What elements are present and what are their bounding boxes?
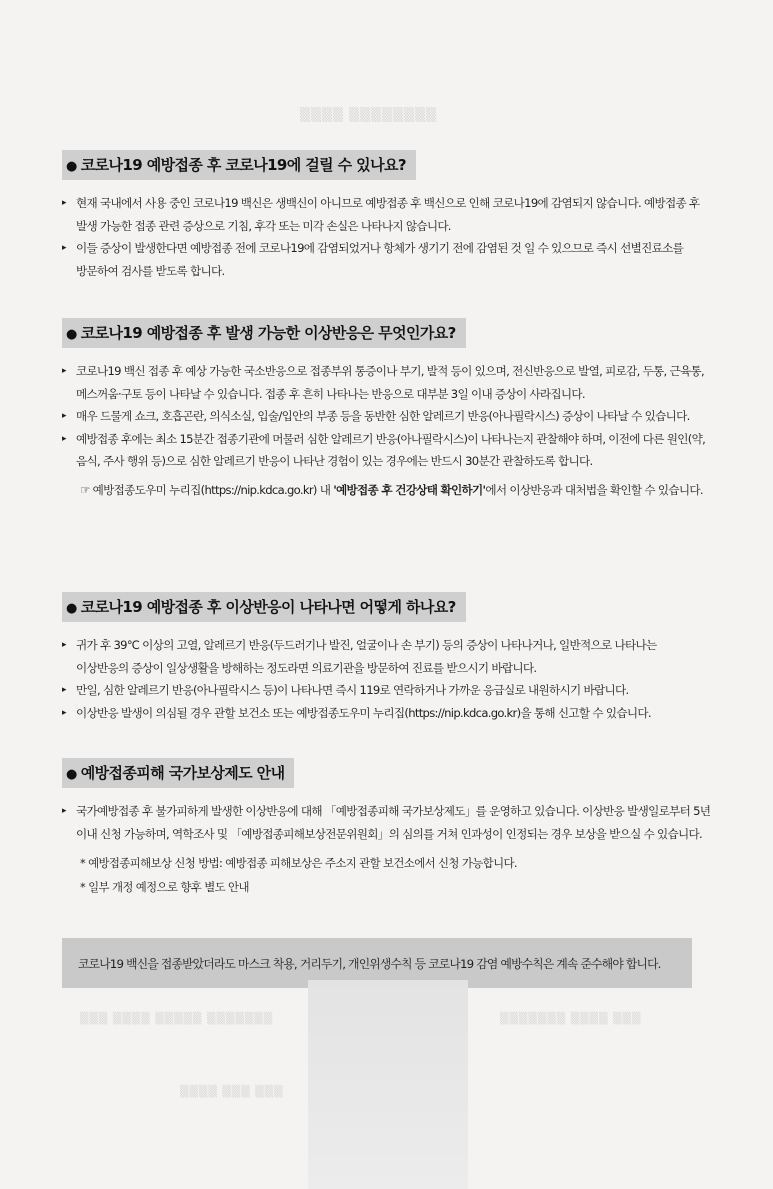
list-item: ▸ 만일, 심한 알레르기 반응(아나필락시스 등)이 나타나면 즉시 119로 연락하거나 가까운 응급실로 내원하시기 바랍니다.: [62, 679, 712, 702]
footnote: * 예방접종피해보상 신청 방법: 예방접종 피해보상은 주소지 관할 보건소에서 신청 가능합니다.: [80, 856, 517, 870]
section-heading: ● 예방접종피해 국가보상제도 안내: [62, 758, 294, 788]
bullet-list: [62, 192, 712, 282]
list-item: ▸ 예방접종 후에는 최소 15분간 접종기관에 머물러 심한 알레르기 반응(아나필락시스)이 나타나는지 관찰해야 하며, 이전에 다른 원인(약, 음식, 주사 행위 등)으로 심한 알레르기 반응이 나타난 경험이 있는 경우에는 반드시 30분간 관찰하도록 합니다.: [62, 428, 712, 473]
bleed-through-text: ▒▒▒ ▒▒▒▒ ▒▒▒▒▒ ▒▒▒▒▒▒▒: [80, 1012, 274, 1025]
bullet-list: [62, 800, 712, 845]
section-can-i-get-covid: [62, 150, 712, 282]
arrow-bullet-icon: ▸: [62, 366, 66, 376]
bullet-list: [62, 360, 712, 473]
bullet-dot-icon: ●: [66, 159, 77, 174]
arrow-bullet-icon: ▸: [62, 433, 66, 444]
section-heading: ● 코로나19 예방접종 후 코로나19에 걸릴 수 있나요?: [62, 150, 416, 180]
arrow-bullet-icon: ▸: [62, 198, 66, 208]
arrow-bullet-icon: ▸: [62, 243, 66, 253]
list-item: ▸ 코로나19 백신 접종 후 예상 가능한 국소반응으로 접종부위 통증이나 부기, 발적 등이 있으며, 전신반응으로 발열, 피로감, 두통, 근육통, 메스꺼움·구토 등이 나타날 수 있습니다. 접종 후 흔히 나타나는 반응으로 대부분 3일 이내 증상이 사라집니다.: [62, 360, 712, 405]
section-what-to-do: [62, 592, 712, 724]
list-item: ▸ 이상반응 발생이 의심될 경우 관할 보건소 또는 예방접종도우미 누리집(https://nip.kdca.go.kr)을 통해 신고할 수 있습니다.: [62, 702, 712, 725]
arrow-bullet-icon: ▸: [62, 411, 66, 421]
list-item: ▸ 이들 증상이 발생한다면 예방접종 전에 코로나19에 감염되었거나 항체가 생기기 전에 감염된 것 일 수 있으므로 즉시 선별진료소를 방문하여 검사를 받도록 합니다.: [62, 237, 712, 282]
arrow-bullet-icon: ▸: [62, 640, 66, 650]
section-compensation: [62, 758, 712, 899]
redacted-area: [308, 980, 468, 1189]
arrow-bullet-icon: ▸: [62, 806, 66, 816]
list-item: ▸ 매우 드물게 쇼크, 호흡곤란, 의식소실, 입술/입안의 부종 등을 동반한 심한 알레르기 반응(아나필락시스) 증상이 나타날 수 있습니다.: [62, 405, 712, 428]
bleed-through-text: ▒▒▒▒ ▒▒▒ ▒▒▒: [180, 1085, 284, 1098]
arrow-bullet-icon: ▸: [62, 707, 66, 718]
bullet-dot-icon: ●: [66, 601, 77, 616]
bullet-list: [62, 634, 712, 724]
bullet-dot-icon: ●: [66, 767, 77, 782]
bleed-through-text: ▒▒▒▒▒▒▒ ▒▒▒▒ ▒▒▒: [500, 1012, 642, 1025]
section-adverse-reactions: [62, 318, 712, 501]
section-heading: ● 코로나19 예방접종 후 이상반응이 나타나면 어떻게 하나요?: [62, 592, 466, 622]
list-item: ▸ 귀가 후 39℃ 이상의 고열, 알레르기 반응(두드러기나 발진, 얼굴이나 손 부기) 등의 증상이 나타나거나, 일반적으로 나타나는 이상반응의 증상이 일상생활을 방해하는 정도라면 의료기관을 방문하여 진료를 받으시기 바랍니다.: [62, 634, 712, 679]
footnote: * 일부 개정 예정으로 향후 별도 안내: [80, 880, 249, 894]
list-item: ▸ 현재 국내에서 사용 중인 코로나19 백신은 생백신이 아니므로 예방접종 후 백신으로 인해 코로나19에 감염되지 않습니다. 예방접종 후 발생 가능한 접종 관련 증상으로 기침, 후각 또는 미각 손실은 나타나지 않습니다.: [62, 192, 712, 237]
prevention-reminder-banner: 코로나19 백신을 접종받았더라도 마스크 착용, 거리두기, 개인위생수칙 등 코로나19 감염 예방수칙은 계속 준수해야 합니다.: [62, 938, 692, 988]
bullet-dot-icon: ●: [66, 327, 77, 342]
arrow-bullet-icon: ▸: [62, 685, 66, 695]
section-heading: ● 코로나19 예방접종 후 발생 가능한 이상반응은 무엇인가요?: [62, 318, 466, 348]
info-note: ☞ 예방접종도우미 누리집(https://nip.kdca.go.kr) 내 '예방접종 후 건강상태 확인하기'에서 이상반응과 대처법을 확인할 수 있습니다.: [80, 482, 703, 497]
bleed-through-text: ▒▒▒▒ ▒▒▒▒▒▒▒▒: [300, 108, 438, 123]
list-item: ▸ 국가예방접종 후 불가피하게 발생한 이상반응에 대해 「예방접종피해 국가보상제도」를 운영하고 있습니다. 이상반응 발생일로부터 5년 이내 신청 가능하며, 역학조사 및 「예방접종피해보상전문위원회」의 심의를 거쳐 인과성이 인정되는 경우 보상을 받으실 수 있습니다.: [62, 800, 712, 845]
